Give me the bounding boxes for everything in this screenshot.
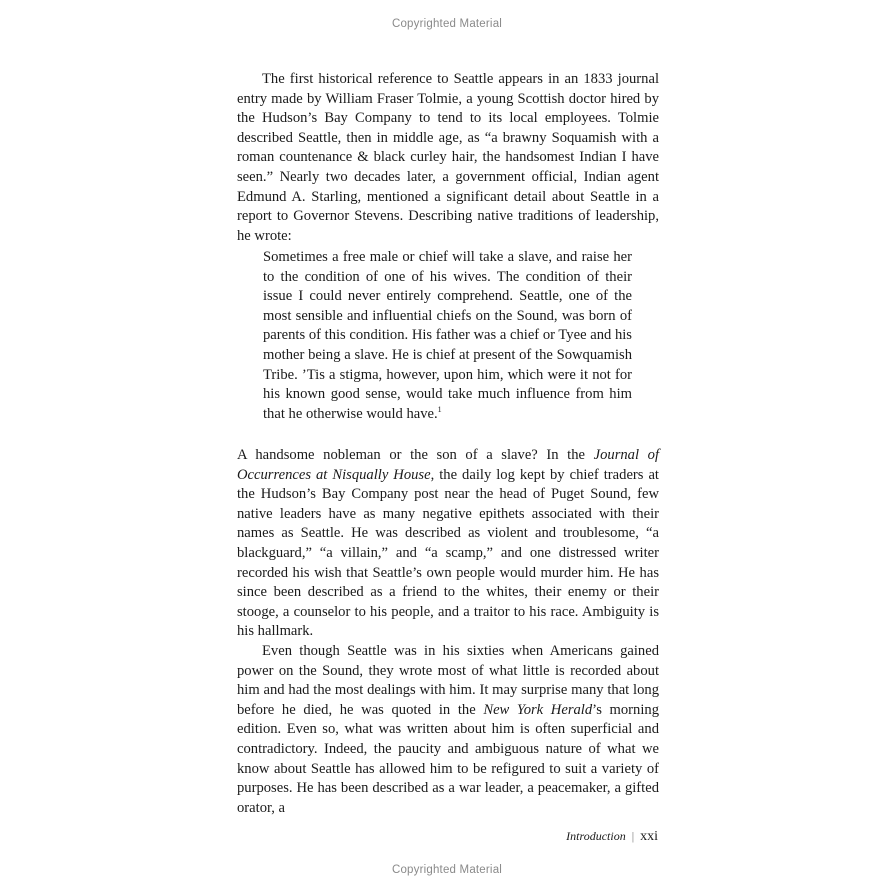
block-quote xyxy=(263,248,632,424)
footnote-marker[interactable]: 1 xyxy=(437,404,442,414)
paragraph-3 xyxy=(237,642,659,818)
quote-text: Sometimes a free male or chief will take a slave, and raise her to the condition of one of his wives. The condition of their issue I could never entirely comprehend. Seattle, one of the most sensible and influential chiefs on the Sound, was born of parents of this condition. His father was a chief or Tyee and his mother being a slave. He is chief at present of the Sowquamish Tribe. ’Tis a stigma, however, upon him, which were it not for his known good sense, would take much influence from him that he otherwise would have. xyxy=(263,249,632,422)
opening-text xyxy=(237,70,659,246)
section-name: Introduction xyxy=(566,829,626,843)
page-number: xxi xyxy=(640,829,658,844)
paragraph-2 xyxy=(237,446,659,642)
body-text xyxy=(237,446,659,818)
paragraph-3-start: Even though Seattle was in his sixties when Americans gained power on the Sound, they wrote most of what little is recorded about him and had the most dealings with him. It may surprise many that long before he died, he was quoted in the xyxy=(237,642,659,718)
paragraph-2-start: A handsome nobleman or the son of a slave? In the xyxy=(237,447,594,463)
copyright-watermark-top: Copyrighted Material xyxy=(391,18,503,30)
page-footer xyxy=(566,828,658,845)
newspaper-title: New York Herald xyxy=(483,701,593,718)
copyright-watermark-bottom: Copyrighted Material xyxy=(391,864,503,876)
paragraph-2-rest: , the daily log kept by chief traders at the Hudson’s Bay Company post near the head of Puget Sound, few native leaders have as many negative epithets associated with their names as Seattle. He was described as violent and troublesome, “a blackguard,” “a villain,” and “a scamp,” and one distressed writer recorded his wish that Seattle’s own people would murder him. He has since been described as a friend to the whites, their enemy or their stooge, a counselor to his people, and a traitor to his race. Ambiguity is his hallmark. xyxy=(237,466,659,640)
paragraph-1: The first historical reference to Seattle appears in an 1833 journal entry made by William Fraser Tolmie, a young Scottish doctor hired by the Hudson’s Bay Company to tend to its local employees. Tolmie described Seattle, then in middle age, as “a brawny Soquamish with a roman countenance & black curley hair, the handsomest Indian I have seen.” Nearly two decades later, a government official, Indian agent Edmund A. Starling, mentioned a significant detail about Seattle in a report to Governor Stevens. Describing native traditions of leadership, he wrote: xyxy=(237,71,659,244)
footer-separator: | xyxy=(631,829,635,843)
quote-paragraph xyxy=(263,248,632,424)
journal-title: Journal of Occurrences at Nisqually House xyxy=(237,447,659,483)
paragraph-3-rest: ’s morning edition. Even so, what was written about him is often superficial and contradictory. Indeed, the paucity and ambiguous nature of what we know about Seattle has allowed him to be refigured to suit a variety of purposes. He has been described as a war leader, a peacemaker, a gifted orator, a xyxy=(237,701,659,816)
